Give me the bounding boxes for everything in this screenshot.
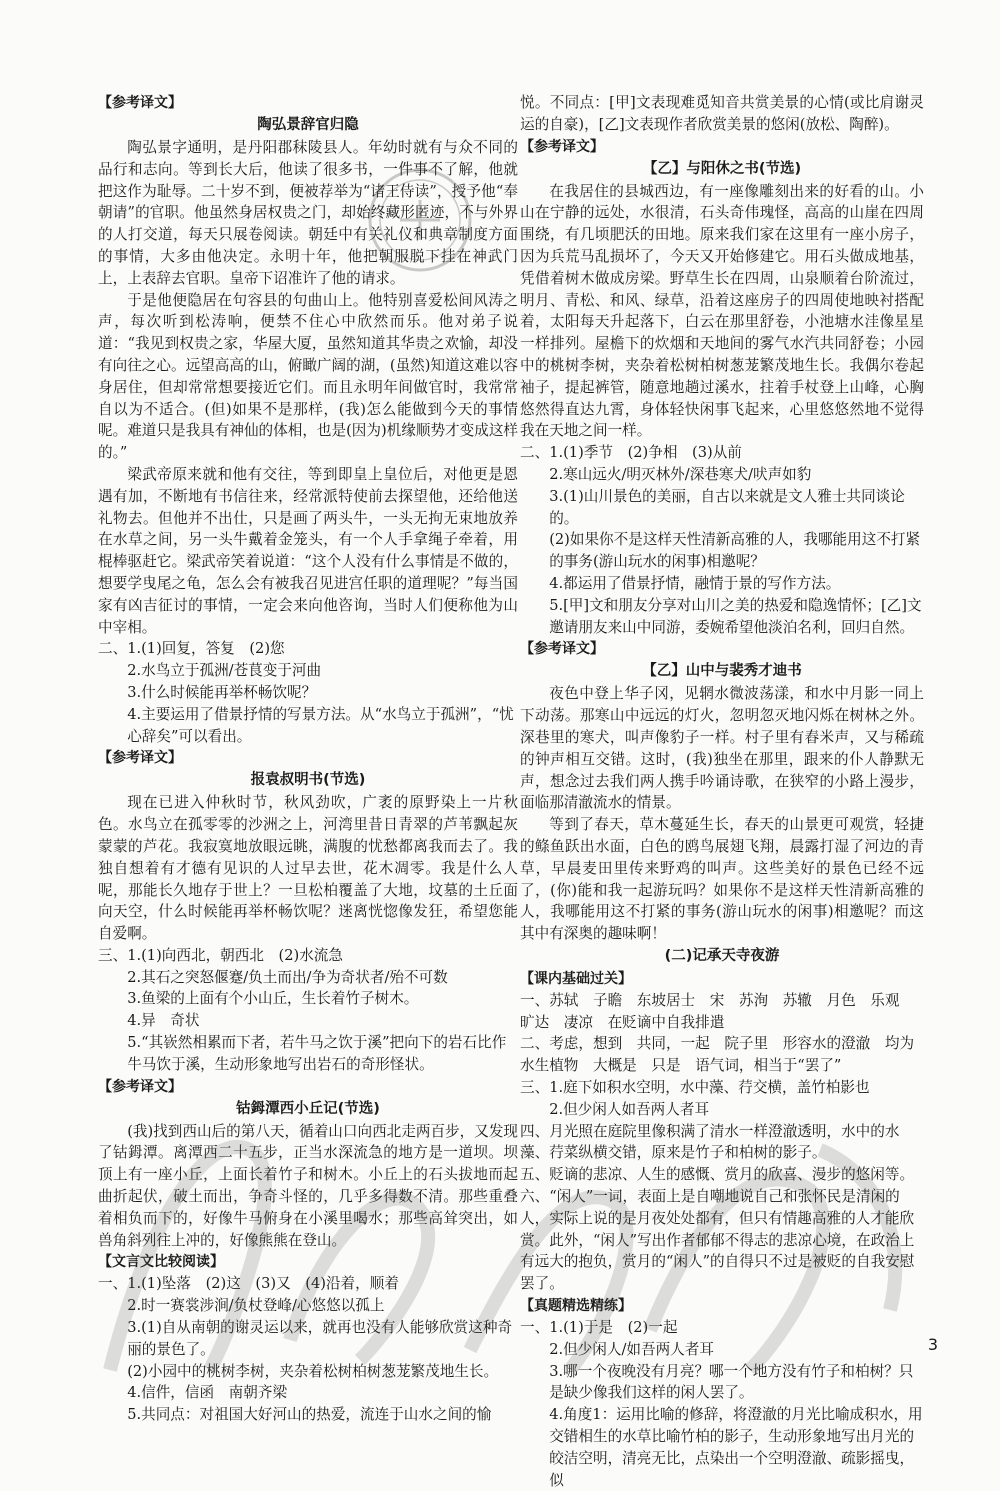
answer-sub-item: 5.“其嵚然相累而下者，若牛马之饮于溪”把向下的岩石比作牛马饮于溪，生动形象地写出岩石的奇形怪状。: [127, 1034, 507, 1073]
answer-item: 一、苏轼 子瞻 东坡居士 宋 苏洵 苏辙 月色 乐观 旷达 凄凉 在贬谪中自我排遣: [520, 991, 915, 1031]
answer-sub-item: 2.时一赛裳涉涧/负杖登峰/心悠悠以孤上: [127, 1297, 385, 1315]
answer-sub-item: 3.(1)自从南朝的谢灵运以来，就再也没有人能够欣赏这种奇丽的景色了。: [127, 1319, 513, 1358]
section-title: (二)记承天寺夜游: [664, 947, 780, 964]
paragraph: 夜色中登上华子冈，见辋水微波荡漾，和水中月影一同上下动荡。那寒山中远远的灯火，忽明忽灭地闪烁在树林之外。深巷里的寒犬，叫声像豹子一样。村子里有舂米声，又与稀疏的钟声相互交错。这时，(我)独坐在那里，跟来的仆人静默无声，想念过去我们两人携手吟诵诗歌，在狭窄的小路上漫步，面临那清澈流水的情景。: [520, 685, 924, 812]
answer-sub-item: 4.信件，信函 南朝齐梁: [127, 1384, 288, 1402]
paragraph: 于是他便隐居在句容县的句曲山上。他特别喜爱松间风涛之声，每次听到松涛响，便禁不住心中欣然而乐。他对弟子说道：“我见到权贵之家，华屋大厦，虽然知道其华贵之欢愉，却没有向往之心。远望高高的山，俯瞰广阔的湖，(虽然)知道这难以容身居住，但却常常想要接近它们。而且永明年间做官时，我常常自以为不适合。(但)如果不是那样，(我)怎么能做到今天的事情呢。难道只是我具有神仙的体相，也是(因为)机缘顺势才变成这样的。”: [98, 291, 519, 462]
section-title: 报袁叔明书(节选): [250, 772, 366, 789]
answer-sub-item: 3.哪一个夜晚没有月亮？哪一个地方没有竹子和柏树？只是缺少像我们这样的闲人罢了。: [549, 1362, 914, 1402]
reference-translation-tag: 【参考译文】: [98, 750, 182, 767]
answer-sub-item: 5.共同点：对祖国大好河山的热爱，流连于山水之间的愉: [127, 1406, 492, 1424]
answer-sub-item: 3.(1)山川景色的美丽，自古以来就是文人雅士共同谈论的。: [549, 487, 905, 527]
answer-sub-item: 4.异 奇状: [127, 1012, 200, 1030]
left-column: [98, 92, 518, 1426]
section-heading: 【文言文比较阅读】: [98, 1254, 224, 1271]
section-title: 【乙】山中与裴秀才迪书: [642, 663, 802, 680]
answer-item: 二、1.(1)回复，答复 (2)您: [98, 640, 285, 658]
section-heading: 【真题精选精练】: [520, 1298, 632, 1315]
reference-translation-tag: 【参考译文】: [520, 641, 604, 658]
answer-sub-item: 3.什么时候能再举杯畅饮呢？: [127, 683, 317, 701]
answer-sub-item: (2)小园中的桃树李树，夹杂着松树柏树葱茏繁茂地生长。: [127, 1362, 499, 1380]
answer-item: 三、1.庭下如积水空明，水中藻、荇交横，盖竹柏影也: [520, 1079, 870, 1097]
answer-sub-item: 2.水鸟立于孤洲/苍茛变于河曲: [127, 662, 322, 680]
answer-sub-item: 4.角度1：运用比喻的修辞，将澄澈的月光比喻成积水，用交错相生的水草比喻竹柏的影子，生动形象地写出月光的皎洁空明，清亮无比，点染出一个空明澄澈、疏影摇曳，似: [549, 1406, 923, 1489]
answer-item: 三、1.(1)向西北，朝西北 (2)水流急: [98, 946, 343, 964]
section-title: 【乙】与阳休之书(节选): [642, 160, 802, 177]
paragraph: 等到了春天，草木蔓延生长，春天的山景更可观赏，轻捷的鲦鱼跃出水面，白色的鸥鸟展翅飞翔，晨露打湿了河边的青草，早晨麦田里传来野鸡的叫声。这些美好的景色已经不远了，(你)能和我一起游玩吗？如果你不是这样天性清新高雅的人，我哪能用这不打紧的事务(游山玩水的闲事)相邀呢？而这其中有深奥的趣味啊！: [520, 816, 924, 943]
answer-item: 二、考虑，想到 共同，一起 院子里 形容水的澄澈 均为水生植物 大概是 只是 语气词，相当于“罢了”: [520, 1035, 915, 1075]
answer-sub-item: 4.都运用了借景抒情，融情于景的写作方法。: [549, 574, 841, 592]
answer-item: 一、1.(1)于是 (2)一起: [520, 1319, 678, 1337]
paragraph: 悦。不同点：[甲]文表现难觅知音共赏美景的心情(或比肩谢灵运的自豪)，[乙]文表现作者欣赏美景的悠闲(放松、陶醉)。: [520, 94, 924, 133]
paragraph: 现在已进入仲秋时节，秋风劲吹，广袤的原野染上一片秋色。水鸟立在孤零零的沙洲之上，河湾里昔日青翠的芦苇飘起灰蒙蒙的芦花。我寂寞地放眼远眺，满腹的忧愁都离我而去了。我独自想着有才德有见识的人过早去世，花木凋零。我是什么人呢，那能长久地存于世上？一旦松柏覆盖了大地，坟墓的土丘面向天空，什么时候能再举杯畅饮呢？迷离恍惚像发狂，希望您能自爱啊。: [98, 794, 518, 943]
reference-translation-tag: 【参考译文】: [520, 138, 604, 155]
answer-item: 六、“闲人”一词，表面上是自嘲地说自己和张怀民是清闲的人，实际上说的是月夜处处都有，但只有情趣高雅的人才能欣赏。此外，“闲人”写出作者郁郁不得志的悲凉心境，在政治上有远大的抱负，赏月的“闲人”的自得只不过是被贬的自我安慰罢了。: [520, 1188, 915, 1293]
answer-item: 五、贬谪的悲凉、人生的感慨、赏月的欣喜、漫步的悠闲等。: [520, 1166, 915, 1184]
reference-translation-tag: 【参考译文】: [98, 1078, 182, 1095]
answer-sub-item: 2.其石之突怒偃蹇/负土而出/争为奇状者/殆不可数: [127, 968, 448, 986]
seal-stamp: [360, 160, 480, 280]
paragraph: 陶弘景字通明，是丹阳郡秣陵县人。年幼时就有与众不同的品行和志向。等到长大后，他读了很多书，一件事不了解，他就把这作为耻辱。二十岁不到，便被荐举为“诸王侍读”，授予他“奉朝请”的官职。他虽然身居权贵之门，却始终藏形匿迹，不与外界的人打交道，每天只展卷阅读。朝廷中有关礼仪和典章制度方面的事情，大多由他决定。永明十年，他把朝服脱下挂在神武门上，上表辞去官职。皇帝下诏准许了他的请求。: [98, 139, 518, 287]
page-number: 3: [927, 1335, 938, 1354]
paragraph: 在我居住的县城西边，有一座像雕刻出来的好看的山。小山在宁静的远处，水很清，石头奇伟瑰怪，高高的山崖在四周围绕，有几顷肥沃的田地。原来我们家在这里有一座小房子，因为兵荒马乱损坏了，今天又开始修建它。用石头做成地基，凭借着树木做成房梁。野草生长在四周，山泉顺着台阶流过，明月、青松、和风、绿草，沿着这座房子的四周使地映衬搭配着，太阳每天升起落下，白云在那里舒卷，小池塘水洼像星星一样排列。屋檐下的炊烟和天地间的雾气水汽共同舒卷；小园中的桃树李树，夹杂着松树柏树葱茏繁茂地生长。我偶尔卷起袖子，提起裤管，随意地趟过溪水，拄着手杖登上山峰，心胸悠然得直达九霄，身体轻快闲事飞起来，心里悠悠然地不觉得我在天地之间一样。: [520, 182, 924, 440]
answer-sub-item: 3.鱼梁的上面有个小山丘，生长着竹子树木。: [127, 990, 419, 1008]
right-column: [520, 92, 924, 1491]
paragraph: 梁武帝原来就和他有交往，等到即皇上皇位后，对他更是恩遇有加，不断地有书信往来，经常派特使前去探望他，还给他送礼物去。但他并不出仕，只是画了两头牛，一头无拘无束地放养在水草之间，另一头牛戴着金笼头，有一个人手拿绳子牵着，用棍棒驱赶它。梁武帝笑着说道：“这个人没有什么事情是不做的，想要学曳尾之龟，怎么会有被我召见进宫任职的道理呢？”每当国家有凶吉征讨的事情，一定会来向他咨询，当时人们便称他为山中宰相。: [98, 465, 518, 636]
answer-item: 一、1.(1)坠落 (2)这 (3)又 (4)沿着，顺着: [98, 1275, 399, 1293]
reference-translation-tag: 【参考译文】: [98, 95, 182, 111]
section-heading: 【课内基础过关】: [520, 970, 632, 987]
section-title: 陶弘景辞官归隐: [257, 117, 359, 133]
answer-sub-item: (2)如果你不是这样天性清新高雅的人，我哪能用这不打紧的事务(游山玩水的闲事)相邀呢？: [549, 531, 921, 571]
answer-sub-item: 2.但少闲人如吾两人者耳: [549, 1100, 710, 1118]
answer-item: 二、1.(1)季节 (2)争相 (3)从前: [520, 444, 742, 462]
answer-item: 四、月光照在庭院里像积满了清水一样澄澈透明，水中的水藻、荇菜纵横交错，原来是竹子和柏树的影子。: [520, 1122, 900, 1162]
answer-sub-item: 4.主要运用了借景抒情的写景方法。从“水鸟立于孤洲”，“忧心辞矣”可以看出。: [127, 705, 514, 745]
section-title: 钴鉧潭西小丘记(节选): [236, 1100, 380, 1117]
answer-sub-item: 2.寒山远火/明灭林外/深巷寒犬/吠声如豹: [549, 465, 812, 483]
answer-sub-item: 2.但少闲人/如吾两人者耳: [549, 1340, 714, 1358]
answer-sub-item: 5.[甲]文和朋友分享对山川之美的热爱和隐逸情怀；[乙]文邀请朋友来山中同游，委婉希望他淡泊名利，回归自然。: [549, 596, 922, 636]
paragraph: (我)找到西山后的第八天，循着山口向西北走两百步，又发现了钴鉧潭。离潭西二十五步，正当水深流急的地方是一道坝。坝顶上有一座小丘，上面长着竹子和树木。小丘上的石头拔地而起曲折起伏，破土而出，争奇斗怪的，几乎多得数不清。那些重叠着相负而下的，好像牛马俯身在小溪里喝水；那些高耸突出，如兽角斜列往上冲的，好像熊熊在登山。: [98, 1122, 519, 1249]
